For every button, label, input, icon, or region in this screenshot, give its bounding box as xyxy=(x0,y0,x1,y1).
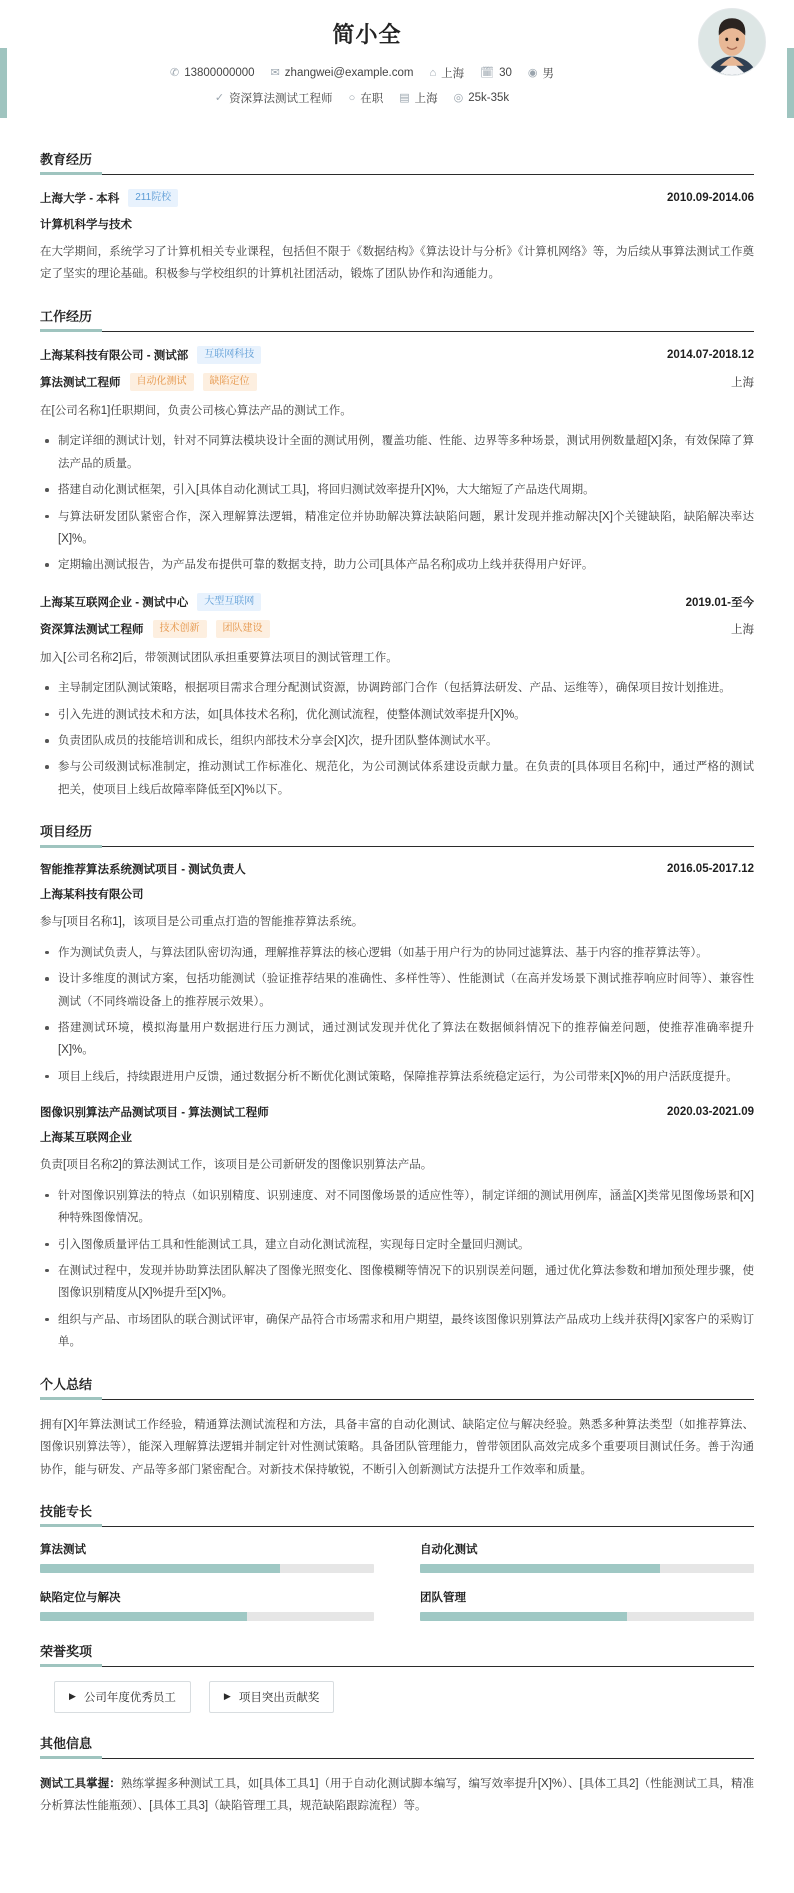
award-label: 公司年度优秀员工 xyxy=(83,1691,176,1704)
bullet-item: 搭建测试环境，模拟海量用户数据进行压力测试，通过测试发现并优化了算法在数据倾斜情况下的推荐偏差问题，使推荐准确率提升[X]%。 xyxy=(40,1017,754,1062)
skill-bar-track xyxy=(40,1564,374,1573)
tag-blue: 211院校 xyxy=(128,189,178,207)
candidate-name: 简小全 xyxy=(332,22,402,47)
meta-item xyxy=(170,67,255,79)
project-intro: 参与[项目名称1]，该项目是公司重点打造的智能推荐算法系统。 xyxy=(40,916,364,929)
meta-text: 30 xyxy=(499,67,512,79)
project-headline xyxy=(40,861,754,877)
award-label: 项目突出贡献奖 xyxy=(238,1691,320,1704)
section-skills xyxy=(0,1501,794,1621)
tag-orange: 技术创新 xyxy=(153,620,207,638)
skill-name: 自动化测试 xyxy=(420,1543,478,1556)
work-role-line xyxy=(40,620,754,638)
bullet-item: 制定详细的测试计划，针对不同算法模块设计全面的测试用例，覆盖功能、性能、边界等多种场景，测试用例数量超[X]条，有效保障了算法产品的质量。 xyxy=(40,430,754,475)
briefcase-icon: ✓ xyxy=(214,91,225,104)
skill-bar-fill xyxy=(40,1612,247,1621)
other-info-text: 测试工具掌握：熟练掌握多种测试工具，如[具体工具1]（用于自动化测试脚本编写，编写效率提升[X]%）、[具体工具2]（性能测试工具，精准分析算法性能瓶颈）、[具体工具3]（缺陷管理工具，规范缺陷跟踪流程）等。 xyxy=(40,1777,754,1813)
meta-item xyxy=(454,92,510,104)
meta-text: 在职 xyxy=(360,93,384,105)
project-name: 智能推荐算法系统测试项目 - 测试负责人 xyxy=(40,864,246,877)
section-summary xyxy=(0,1374,794,1481)
skill-bar-fill xyxy=(40,1564,280,1573)
work-bullet-list xyxy=(40,677,754,801)
bullet-item: 在测试过程中，发现并协助算法团队解决了图像光照变化、图像模糊等情况下的识别误差问题，通过优化算法参数和增加预处理步骤，使图像识别精度从[X]%提升至[X]%。 xyxy=(40,1260,754,1305)
section-other xyxy=(0,1733,794,1818)
project-intro: 负责[项目名称2]的算法测试工作，该项目是公司新研发的图像识别算法产品。 xyxy=(40,1159,433,1172)
work-intro: 在[公司名称1]任职期间，负责公司核心算法产品的测试工作。 xyxy=(40,404,352,417)
project-entry xyxy=(40,1104,754,1353)
education-entry xyxy=(40,189,754,286)
work-date: 2014.07-2018.12 xyxy=(667,348,754,361)
contact-info-row xyxy=(0,65,794,81)
section-education xyxy=(0,149,794,286)
skill-bar-track xyxy=(420,1612,754,1621)
meta-text: 13800000000 xyxy=(184,67,255,79)
project-headline xyxy=(40,1104,754,1120)
bullet-item: 作为测试负责人，与算法团队密切沟通，理解推荐算法的核心逻辑（如基于用户行为的协同过滤算法、基于内容的推荐算法等）。 xyxy=(40,942,754,964)
education-description: 在大学期间，系统学习了计算机相关专业课程，包括但不限于《数据结构》《算法设计与分析》《计算机网络》等，为后续从事算法测试工作奠定了坚实的理论基础。积极参与学校组织的计算机社团活动，锻炼了团队协作和沟通能力。 xyxy=(40,246,754,281)
education-entry-headline xyxy=(40,189,754,207)
age-icon: 🗓 xyxy=(480,66,495,79)
phone-icon: ✆ xyxy=(170,66,180,79)
skill-item xyxy=(420,1541,754,1573)
company-name: 上海某科技有限公司 - 测试部 xyxy=(40,349,189,362)
section-title-projects: 项目经历 xyxy=(40,821,754,847)
meta-item xyxy=(480,67,512,79)
work-date: 2019.01-至今 xyxy=(685,596,754,609)
project-company: 上海某互联网企业 xyxy=(40,1132,132,1145)
home-icon: ⌂ xyxy=(429,66,437,79)
work-location: 上海 xyxy=(731,376,754,389)
bullet-item: 引入图像质量评估工具和性能测试工具，建立自动化测试流程，实现每日定时全量回归测试。 xyxy=(40,1234,754,1256)
work-company-left xyxy=(40,346,261,364)
meta-item xyxy=(349,90,384,106)
bullet-item: 搭建自动化测试框架，引入[具体自动化测试工具]，将回归测试效率提升[X]%，大大缩短了产品迭代周期。 xyxy=(40,479,754,501)
school-name: 上海大学 - 本科 xyxy=(40,193,120,205)
work-role-left xyxy=(40,373,257,391)
section-work xyxy=(0,306,794,801)
meta-item xyxy=(429,65,464,81)
meta-text: zhangwei@example.com xyxy=(284,67,414,79)
bullet-item: 与算法研发团队紧密合作，深入理解算法逻辑，精准定位并协助解决算法缺陷问题，累计发现并推动解决[X]个关键缺陷，缺陷解决率达[X]%。 xyxy=(40,506,754,551)
work-role-line xyxy=(40,373,754,391)
meta-text: 男 xyxy=(542,68,554,80)
section-title-skills: 技能专长 xyxy=(40,1501,754,1527)
play-triangle-icon: ▶ xyxy=(69,1691,76,1702)
project-name: 图像识别算法产品测试项目 - 算法测试工程师 xyxy=(40,1107,269,1120)
skill-item xyxy=(40,1589,374,1621)
section-projects xyxy=(0,821,794,1353)
education-date: 2010.09-2014.06 xyxy=(667,192,754,204)
skills-grid xyxy=(40,1541,754,1621)
tag-orange: 自动化测试 xyxy=(130,373,194,391)
project-date: 2016.05-2017.12 xyxy=(667,863,754,876)
project-bullet-list xyxy=(40,942,754,1089)
bullet-item: 组织与产品、市场团队的联合测试评审，确保产品符合市场需求和用户期望，最终该图像识别算法产品成功上线并获得[X]家客户的采购订单。 xyxy=(40,1309,754,1354)
meta-item xyxy=(215,90,333,106)
project-headline-left xyxy=(40,861,246,877)
meta-text: 上海 xyxy=(414,93,438,105)
skill-bar-track xyxy=(40,1612,374,1621)
skill-bar-track xyxy=(420,1564,754,1573)
job-title: 算法测试工程师 xyxy=(40,376,121,389)
bullet-item: 定期输出测试报告，为产品发布提供可靠的数据支持，助力公司[具体产品名称]成功上线并获得用户好评。 xyxy=(40,554,754,576)
work-entry xyxy=(40,593,754,802)
work-intro: 加入[公司名称2]后，带领测试团队承担重要算法项目的测试管理工作。 xyxy=(40,651,398,664)
project-entry xyxy=(40,861,754,1088)
bullet-item: 项目上线后，持续跟进用户反馈，通过数据分析不断优化测试策略，保障推荐算法系统稳定运行，为公司带来[X]%的用户活跃度提升。 xyxy=(40,1066,754,1088)
other-info-label: 测试工具掌握： xyxy=(40,1777,121,1790)
summary-text: 拥有[X]年算法测试工作经验，精通算法测试流程和方法，具备丰富的自动化测试、缺陷定位与解决经验。熟悉多种算法类型（如推荐算法、图像识别算法等），能深入理解算法逻辑并制定针对性测试策略。具备团队管理能力，曾带领团队高效完成多个重要项目测试任务。善于沟通协作，能与研发、产品等多部门紧密配合。对新技术保持敏锐，不断引入创新测试方法提升工作效率和质量。 xyxy=(40,1418,754,1476)
tag-blue: 互联网科技 xyxy=(197,346,261,364)
project-date: 2020.03-2021.09 xyxy=(667,1106,754,1119)
work-role-left xyxy=(40,620,270,638)
bullet-item: 参与公司级测试标准制定，推动测试工作标准化、规范化，为公司测试体系建设贡献力量。在负责的[具体项目名称]中，通过严格的测试把关，使项目上线后故障率降低至[X]%以下。 xyxy=(40,756,754,801)
work-location: 上海 xyxy=(731,623,754,636)
tag-orange: 团队建设 xyxy=(216,620,270,638)
city-icon: ▤ xyxy=(399,91,410,104)
section-title-other: 其他信息 xyxy=(40,1733,754,1759)
meta-text: 上海 xyxy=(441,68,465,80)
work-company-line xyxy=(40,346,754,364)
resume-header xyxy=(0,0,794,129)
section-title-education: 教育经历 xyxy=(40,149,754,175)
gender-icon: ◉ xyxy=(527,66,538,79)
section-title-awards: 荣誉奖项 xyxy=(40,1641,754,1667)
major-name: 计算机科学与技术 xyxy=(40,219,132,231)
education-entry-left xyxy=(40,189,178,207)
tag-orange: 缺陷定位 xyxy=(203,373,257,391)
section-title-work: 工作经历 xyxy=(40,306,754,332)
skill-item xyxy=(40,1541,374,1573)
job-title: 资深算法测试工程师 xyxy=(40,623,144,636)
bullet-item: 负责团队成员的技能培训和成长，组织内部技术分享会[X]次，提升团队整体测试水平。 xyxy=(40,730,754,752)
job-info-row xyxy=(0,90,794,106)
bullet-item: 设计多维度的测试方案，包括功能测试（验证推荐结果的准确性、多样性等）、性能测试（在高并发场景下测试推荐响应时间等）、兼容性测试（不同终端设备上的推荐展示效果）。 xyxy=(40,968,754,1013)
company-name: 上海某互联网企业 - 测试中心 xyxy=(40,596,189,609)
play-triangle-icon: ▶ xyxy=(223,1691,231,1702)
bullet-item: 主导制定团队测试策略，根据项目需求合理分配测试资源，协调跨部门合作（包括算法研发、产品、运维等），确保项目按计划推进。 xyxy=(40,677,754,699)
tag-blue: 大型互联网 xyxy=(197,593,261,611)
status-icon: ○ xyxy=(348,91,356,104)
avatar xyxy=(698,8,766,76)
skill-bar-fill xyxy=(420,1612,627,1621)
section-title-summary: 个人总结 xyxy=(40,1374,754,1400)
work-entry xyxy=(40,346,754,577)
award-item[interactable] xyxy=(209,1681,334,1713)
project-headline-left xyxy=(40,1104,269,1120)
meta-text: 25k-35k xyxy=(468,92,510,104)
email-icon: ✉ xyxy=(270,66,280,79)
skill-item xyxy=(420,1589,754,1621)
meta-item xyxy=(528,65,554,81)
meta-text: 资深算法测试工程师 xyxy=(229,93,333,105)
section-awards xyxy=(0,1641,794,1713)
bullet-item: 引入先进的测试技术和方法，如[具体技术名称]，优化测试流程，使整体测试效率提升[X]%。 xyxy=(40,704,754,726)
project-company: 上海某科技有限公司 xyxy=(40,889,144,902)
skill-name: 算法测试 xyxy=(40,1543,86,1556)
skill-name: 缺陷定位与解决 xyxy=(40,1591,121,1604)
work-bullet-list xyxy=(40,430,754,577)
other-info-row xyxy=(40,1773,754,1818)
salary-icon: ◎ xyxy=(453,91,464,104)
skill-bar-fill xyxy=(420,1564,660,1573)
skill-name: 团队管理 xyxy=(420,1591,466,1604)
project-bullet-list xyxy=(40,1185,754,1354)
bullet-item: 针对图像识别算法的特点（如识别精度、识别速度、对不同图像场景的适应性等），制定详细的测试用例库，涵盖[X]类常见图像场景和[X]种特殊图像情况。 xyxy=(40,1185,754,1230)
awards-list xyxy=(40,1681,754,1713)
meta-item xyxy=(399,90,437,106)
meta-item xyxy=(271,67,414,79)
work-company-left xyxy=(40,593,261,611)
work-company-line xyxy=(40,593,754,611)
award-item[interactable] xyxy=(54,1681,191,1713)
